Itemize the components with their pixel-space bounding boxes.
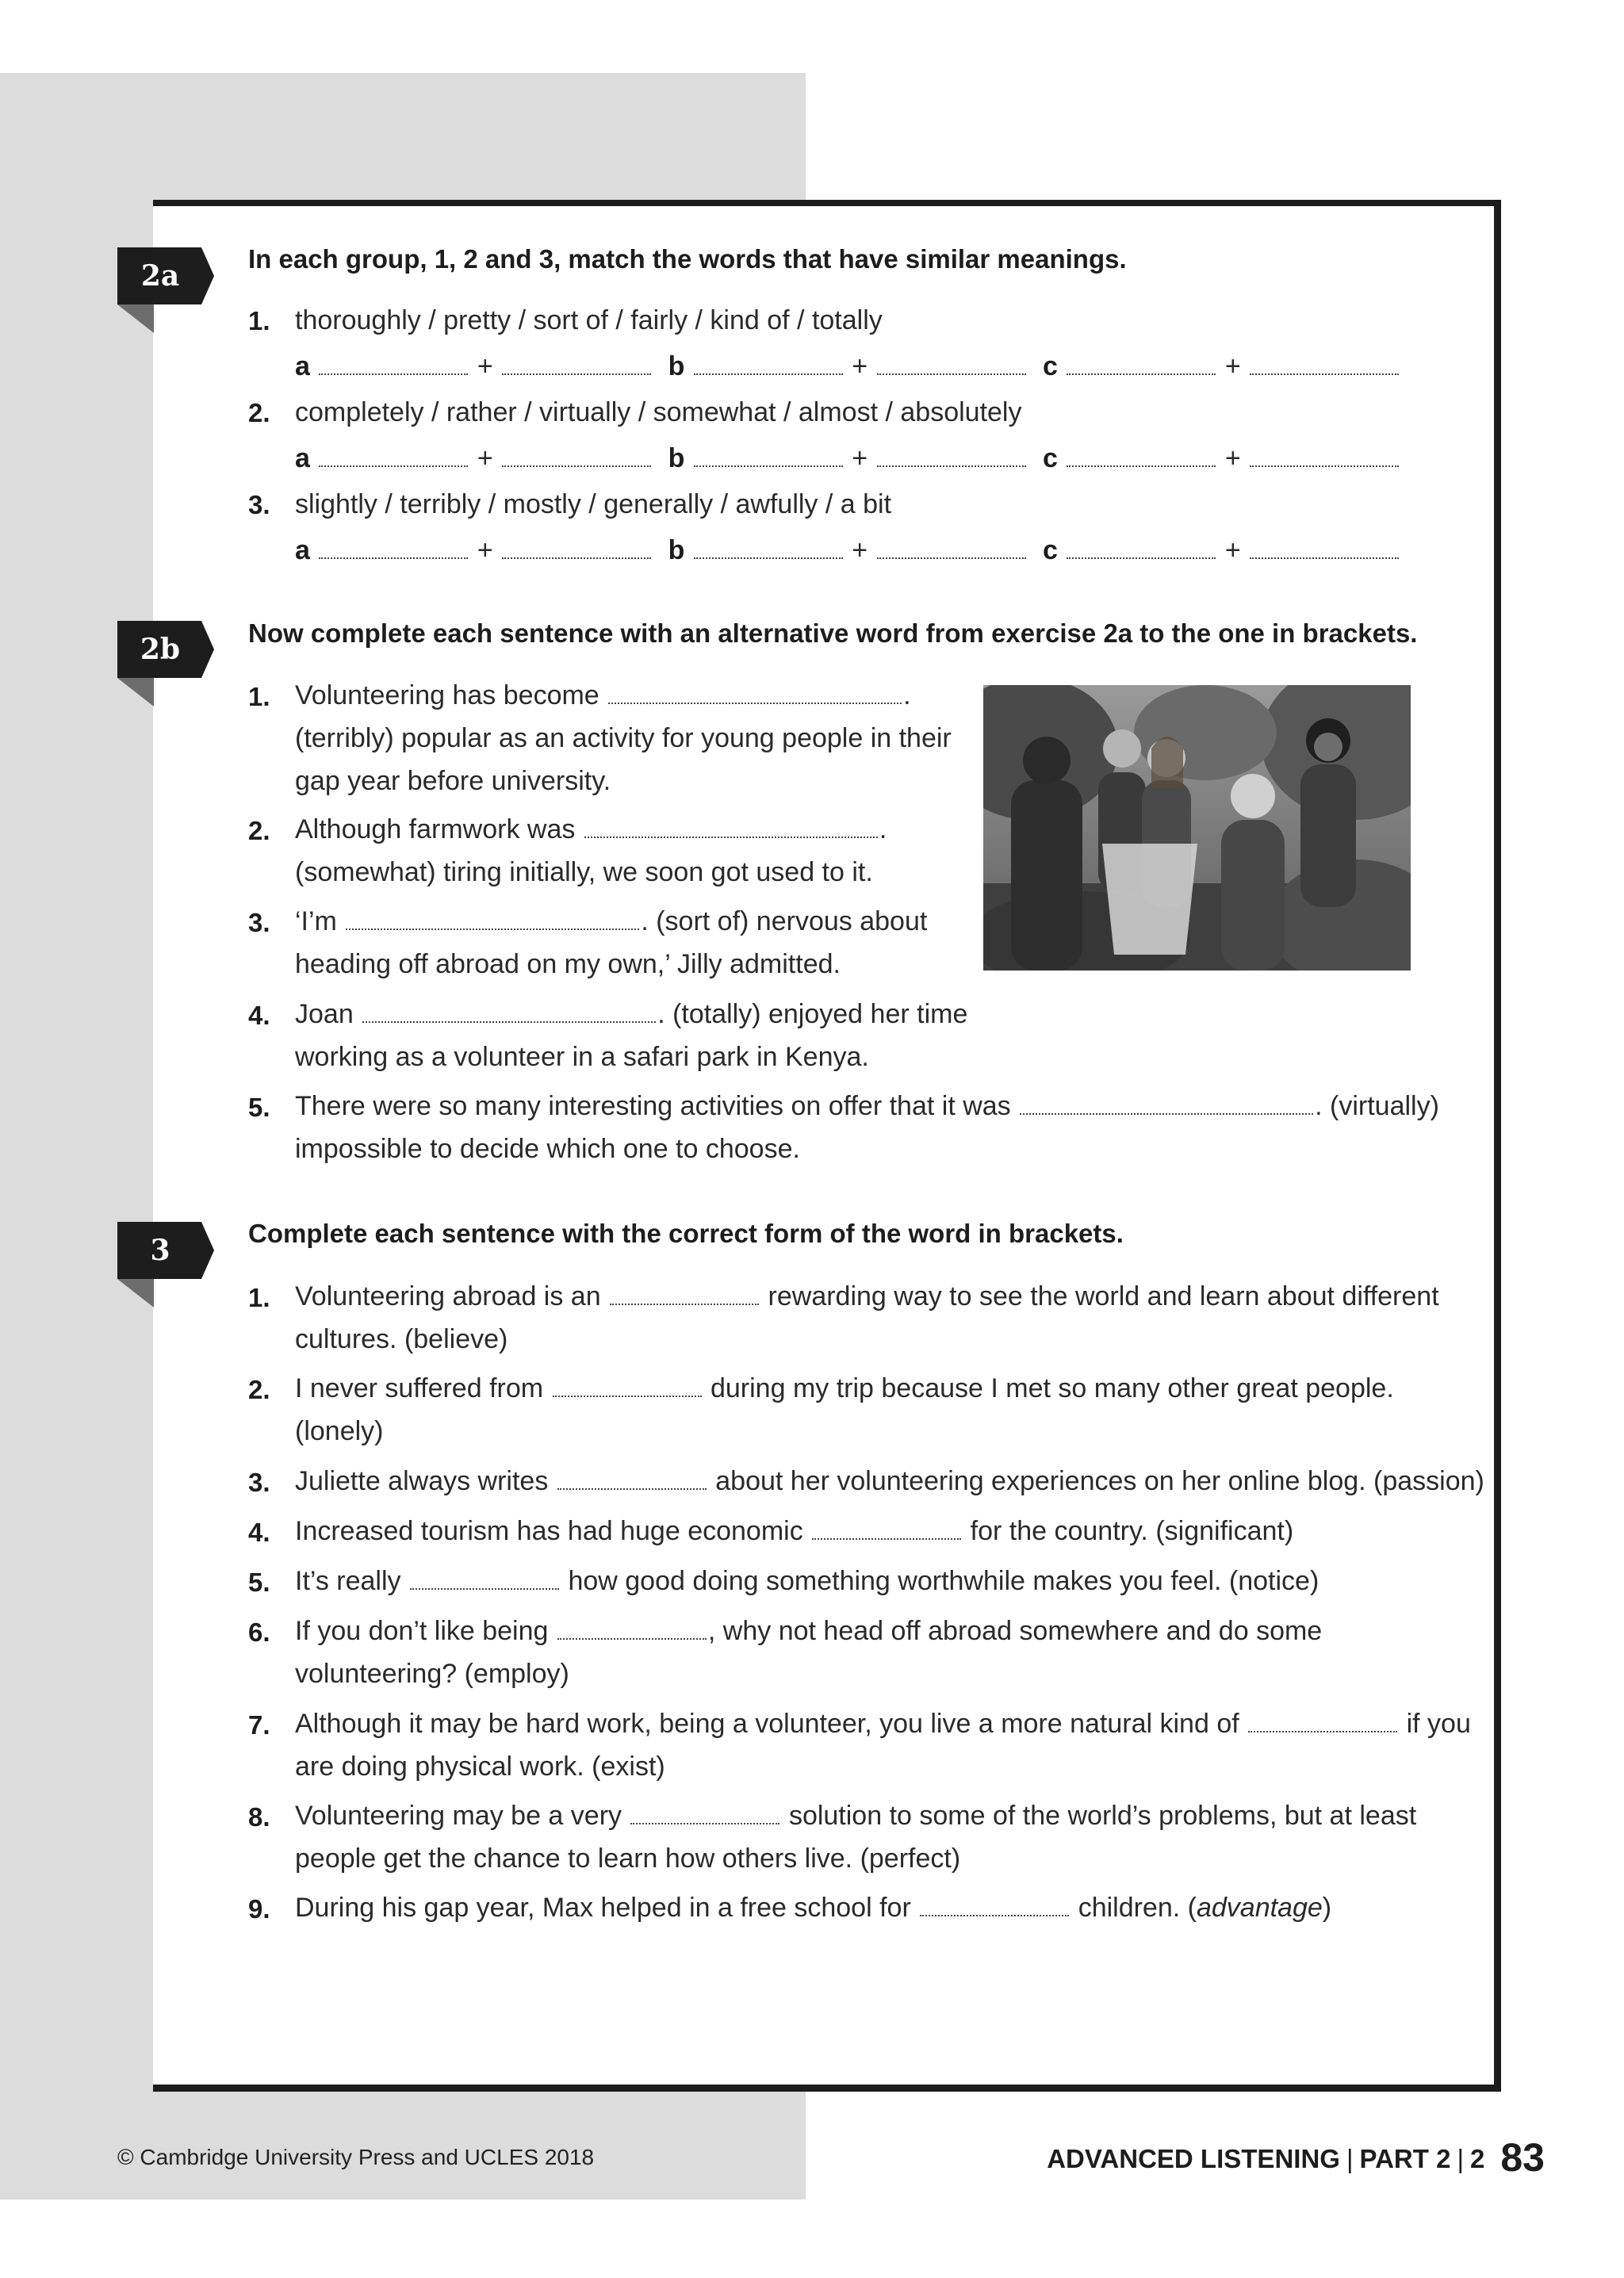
footer-separator: |: [1457, 2144, 1465, 2173]
item-line: [295, 1801, 1416, 1832]
answer-blank[interactable]: [1020, 1097, 1313, 1115]
item-line: [295, 1566, 1319, 1597]
answer-blank[interactable]: [608, 687, 902, 704]
group-number: 3.: [248, 490, 270, 519]
item-line: impossible to decide which one to choose.: [295, 1134, 800, 1164]
answer-blank[interactable]: [1250, 358, 1399, 375]
plus-sign: +: [1224, 535, 1241, 565]
answer-letter: c: [1043, 443, 1058, 473]
item-line: are doing physical work. (exist): [295, 1752, 665, 1782]
group-words: thoroughly / pretty / sort of / fairly / kind of / totally: [295, 305, 883, 335]
answer-blank[interactable]: [630, 1807, 779, 1824]
item-number: 2.: [248, 1375, 270, 1404]
item-text: If you don’t like being: [295, 1616, 549, 1646]
footer-unit: 2: [1470, 2144, 1485, 2173]
answer-blank[interactable]: [694, 450, 843, 467]
item-text: solution to some of the world’s problems, but at least: [788, 1801, 1417, 1831]
item-text: . (sort of) nervous about: [641, 906, 928, 936]
answer-blank[interactable]: [362, 1005, 656, 1023]
item-line: gap year before university.: [295, 766, 611, 796]
plus-sign: +: [477, 535, 493, 565]
item-text: about her volunteering experiences on her online blog. (passion): [715, 1466, 1484, 1496]
answer-blank[interactable]: [1067, 450, 1216, 467]
answer-row: [295, 443, 1400, 474]
item-text: during my trip because I met so many other great people.: [710, 1373, 1394, 1403]
answer-blank[interactable]: [502, 450, 651, 467]
answer-letter: c: [1043, 535, 1058, 565]
item-line: working as a volunteer in a safari park in Kenya.: [295, 1042, 869, 1072]
answer-row: [295, 535, 1400, 566]
answer-blank[interactable]: [610, 1288, 759, 1305]
item-text: . (virtually): [1315, 1091, 1439, 1121]
plus-sign: +: [1224, 351, 1241, 381]
answer-blank[interactable]: [1067, 542, 1216, 559]
group-words: slightly / terribly / mostly / generally / awfully / a bit: [295, 489, 892, 519]
item-line: (lonely): [295, 1416, 384, 1446]
answer-blank[interactable]: [319, 542, 468, 559]
item-line: (terribly) popular as an activity for young people in their: [295, 723, 952, 753]
answer-letter: b: [668, 443, 685, 473]
footer-section: ADVANCED LISTENING: [1047, 2144, 1340, 2173]
plus-sign: +: [852, 443, 868, 473]
item-number: 9.: [248, 1894, 270, 1924]
answer-blank[interactable]: [877, 450, 1026, 467]
answer-blank[interactable]: [319, 450, 468, 467]
item-text: Volunteering may be a very: [295, 1801, 622, 1831]
tag-label: 2a: [140, 259, 180, 293]
item-line: [295, 1373, 1394, 1404]
answer-blank[interactable]: [346, 913, 639, 930]
answer-blank[interactable]: [1248, 1715, 1397, 1732]
item-line: [295, 1281, 1439, 1312]
page-number: 83: [1500, 2135, 1545, 2180]
answer-blank[interactable]: [1250, 542, 1399, 559]
answer-blank[interactable]: [319, 358, 468, 375]
item-line: [295, 1709, 1471, 1740]
item-line: [295, 1516, 1293, 1547]
item-line: [295, 999, 967, 1030]
item-text: It’s really: [295, 1566, 401, 1596]
item-line: [295, 1893, 1331, 1924]
answer-blank[interactable]: [877, 542, 1026, 559]
item-text: ): [1322, 1893, 1332, 1923]
item-line: [295, 1616, 1322, 1647]
item-line: [295, 680, 911, 711]
answer-letter: a: [295, 535, 310, 565]
plus-sign: +: [852, 351, 868, 381]
group-number: 1.: [248, 306, 270, 335]
item-line: heading off abroad on my own,’ Jilly admitted.: [295, 949, 841, 979]
item-line: cultures. (believe): [295, 1324, 508, 1354]
item-text: .: [903, 680, 911, 710]
item-text: There were so many interesting activities on offer that it was: [295, 1091, 1011, 1121]
item-text: . (totally) enjoyed her time: [657, 999, 968, 1029]
item-number: 5.: [248, 1568, 270, 1597]
copyright-notice: © Cambridge University Press and UCLES 2018: [117, 2145, 595, 2169]
item-text: Juliette always writes: [295, 1466, 549, 1496]
item-text-italic: advantage: [1196, 1893, 1323, 1923]
item-text: Although farmwork was: [295, 814, 576, 844]
item-text: Although it may be hard work, being a volunteer, you live a more natural kind of: [295, 1709, 1239, 1739]
item-number: 3.: [248, 1468, 270, 1497]
volunteers-photo: [983, 685, 1411, 971]
answer-row: [295, 351, 1400, 382]
item-line: [295, 1091, 1439, 1122]
item-line: [295, 906, 927, 937]
answer-blank[interactable]: [502, 358, 651, 375]
item-text: Volunteering abroad is an: [295, 1281, 601, 1311]
item-text: rewarding way to see the world and learn about different: [768, 1281, 1439, 1311]
item-text: Volunteering has become: [295, 680, 599, 710]
answer-blank[interactable]: [557, 1472, 707, 1490]
answer-blank[interactable]: [1250, 450, 1399, 467]
item-text: ‘I’m: [295, 906, 337, 936]
answer-blank[interactable]: [502, 542, 651, 559]
item-text: During his gap year, Max helped in a free school for: [295, 1893, 911, 1923]
answer-letter: c: [1043, 351, 1058, 381]
answer-blank[interactable]: [1067, 358, 1216, 375]
item-line: [295, 814, 887, 845]
plus-sign: +: [852, 535, 868, 565]
item-text: for the country. (significant): [970, 1516, 1294, 1546]
plus-sign: +: [477, 351, 493, 381]
item-number: 8.: [248, 1802, 270, 1832]
answer-blank[interactable]: [584, 821, 878, 838]
item-line: (somewhat) tiring initially, we soon got used to it.: [295, 857, 873, 887]
answer-blank[interactable]: [812, 1522, 961, 1540]
item-number: 7.: [248, 1710, 270, 1740]
answer-letter: b: [668, 535, 685, 565]
footer-separator: |: [1346, 2144, 1354, 2173]
footer-part: PART 2: [1359, 2144, 1451, 2173]
item-text: if you: [1406, 1709, 1471, 1739]
tag-label: 2b: [140, 633, 181, 666]
answer-blank[interactable]: [877, 358, 1026, 375]
answer-blank[interactable]: [920, 1899, 1069, 1916]
answer-blank[interactable]: [557, 1622, 707, 1640]
item-number: 3.: [248, 908, 270, 937]
item-line: [295, 1466, 1484, 1497]
item-line: people get the chance to learn how others live. (perfect): [295, 1843, 961, 1874]
answer-blank[interactable]: [553, 1380, 702, 1397]
item-text: I never suffered from: [295, 1373, 544, 1403]
item-number: 4.: [248, 1001, 270, 1030]
group-number: 2.: [248, 398, 270, 427]
answer-letter: b: [668, 351, 685, 381]
exercise-2b-instruction: Now complete each sentence with an alternative word from exercise 2a to the one in brackets.: [248, 618, 1418, 648]
answer-letter: a: [295, 443, 310, 473]
item-number: 5.: [248, 1093, 270, 1122]
answer-blank[interactable]: [694, 542, 843, 559]
item-text: .: [879, 814, 887, 844]
page-footer: [1047, 2134, 1545, 2180]
item-number: 6.: [248, 1618, 270, 1647]
group-words: completely / rather / virtually / somewhat / almost / absolutely: [295, 397, 1022, 427]
exercise-3-instruction: Complete each sentence with the correct form of the word in brackets.: [248, 1219, 1124, 1248]
item-number: 4.: [248, 1518, 270, 1547]
item-text: children. (: [1078, 1893, 1197, 1923]
item-text: , why not head off abroad somewhere and do some: [707, 1616, 1323, 1646]
answer-blank[interactable]: [410, 1572, 559, 1590]
photo-illustration: [983, 685, 1411, 971]
tag-label: 3: [150, 1234, 170, 1267]
item-text: Increased tourism has had huge economic: [295, 1516, 803, 1546]
item-text: how good doing something worthwhile makes you feel. (notice): [568, 1566, 1320, 1596]
item-number: 2.: [248, 816, 270, 845]
plus-sign: +: [477, 443, 493, 473]
exercise-2a-instruction: In each group, 1, 2 and 3, match the words that have similar meanings.: [248, 244, 1127, 274]
item-number: 1.: [248, 1283, 270, 1312]
answer-blank[interactable]: [694, 358, 843, 375]
plus-sign: +: [1224, 443, 1241, 473]
item-number: 1.: [248, 682, 270, 711]
item-text: Joan: [295, 999, 354, 1029]
item-line: volunteering? (employ): [295, 1659, 569, 1689]
answer-letter: a: [295, 351, 310, 381]
